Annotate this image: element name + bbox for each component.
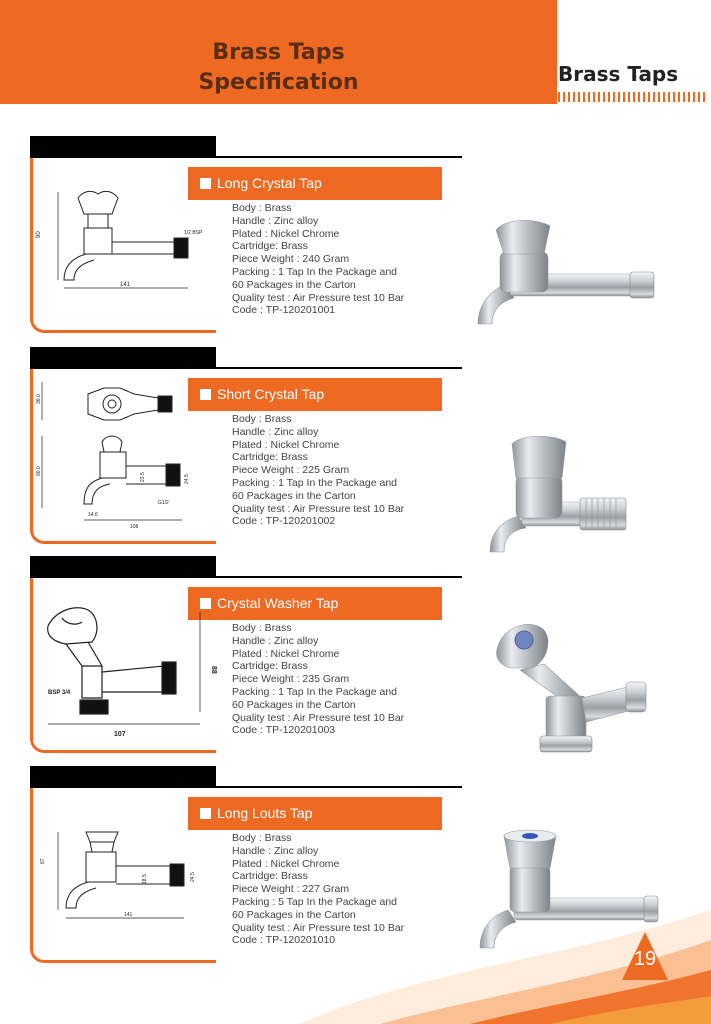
spec-item: Piece Weight : 225 Gram bbox=[232, 464, 350, 477]
spec-item: Plated : Nickel Chrome bbox=[232, 227, 340, 240]
spec-item: Code : TP-120201002 bbox=[232, 515, 336, 528]
brand-label: Brass Taps bbox=[558, 62, 679, 86]
spec-item: 60 Packages in the Carton bbox=[232, 489, 356, 502]
product-title: Crystal Washer Tap bbox=[188, 587, 442, 620]
spec-item: Body : Brass bbox=[232, 832, 292, 844]
product-photo-crystal-washer-tap bbox=[492, 618, 652, 760]
spec-item: Cartridge: Brass bbox=[232, 240, 308, 253]
section-rule bbox=[216, 576, 462, 578]
spec-item: Piece Weight : 235 Gram bbox=[232, 673, 350, 686]
page-number: 19 bbox=[633, 948, 657, 970]
spec-item: Handle : Zinc alloy bbox=[232, 214, 319, 227]
spec-item: 60 Packages in the Carton bbox=[232, 908, 356, 921]
spec-item: 60 Packages in the Carton bbox=[232, 698, 356, 711]
section-rule bbox=[216, 156, 462, 158]
dim-d2: 24.5 bbox=[184, 474, 190, 484]
spec-item: Quality test : Air Pressure test 10 Bar bbox=[232, 502, 405, 515]
spec-item: Quality test : Air Pressure test 10 Bar bbox=[232, 291, 405, 304]
spec-item: Code : TP-120201001 bbox=[232, 304, 336, 317]
technical-drawing-short-crystal-tap bbox=[34, 380, 194, 532]
spec-item: Plated : Nickel Chrome bbox=[232, 857, 340, 870]
dim-length: 107 bbox=[114, 731, 126, 738]
spec-item: Packing : 5 Tap In the Package and bbox=[232, 895, 398, 908]
spec-item: Plated : Nickel Chrome bbox=[232, 438, 340, 451]
dim-length: 141 bbox=[124, 912, 133, 918]
section-tab bbox=[30, 556, 216, 578]
spec-item: Cartridge: Brass bbox=[232, 660, 308, 673]
dim-length: 141 bbox=[120, 282, 131, 288]
page-title-line2: Specification bbox=[198, 70, 359, 95]
spec-item: Body : Brass bbox=[232, 622, 292, 634]
dim-height: 88 bbox=[210, 666, 217, 674]
spec-item: Quality test : Air Pressure test 10 Bar bbox=[232, 711, 405, 724]
spec-item: Packing : 1 Tap In the Package and bbox=[232, 685, 398, 698]
dim-thread: 1/2 BSP bbox=[184, 230, 203, 236]
dim-height: 90.0 bbox=[36, 466, 42, 476]
section-tab bbox=[30, 347, 216, 369]
spec-item: Packing : 1 Tap In the Package and bbox=[232, 476, 398, 489]
spec-item: Packing : 1 Tap In the Package and bbox=[232, 265, 398, 278]
product-photo-short-crystal-tap bbox=[484, 430, 634, 556]
dim-top: 36.0 bbox=[36, 394, 42, 404]
dim-height: 87 bbox=[40, 858, 46, 864]
spec-list bbox=[232, 202, 404, 317]
section-tab bbox=[30, 136, 216, 158]
spec-item: Cartridge: Brass bbox=[232, 870, 308, 883]
section-tab bbox=[30, 766, 216, 788]
dim-short: 14.6 bbox=[88, 512, 98, 518]
product-photo-long-crystal-tap bbox=[470, 212, 660, 328]
page-title-line1: Brass Taps bbox=[212, 40, 345, 65]
product-title: Long Crystal Tap bbox=[188, 167, 442, 200]
dim-length: 108 bbox=[130, 524, 139, 530]
spec-item: 60 Packages in the Carton bbox=[232, 278, 356, 291]
spec-item: Handle : Zinc alloy bbox=[232, 844, 319, 857]
section-rule bbox=[216, 786, 462, 788]
spec-item: Code : TP-120201010 bbox=[232, 934, 336, 947]
technical-drawing-crystal-washer-tap bbox=[36, 600, 216, 742]
spec-item: Piece Weight : 227 Gram bbox=[232, 883, 350, 896]
dim-d1: 23.5 bbox=[140, 472, 146, 482]
spec-item: Piece Weight : 240 Gram bbox=[232, 253, 350, 266]
technical-drawing-long-louts-tap bbox=[34, 820, 214, 930]
bullet-square-icon bbox=[200, 808, 211, 819]
dim-d1: 18.5 bbox=[142, 874, 148, 884]
technical-drawing-long-crystal-tap bbox=[34, 180, 214, 296]
bullet-square-icon bbox=[200, 389, 211, 400]
dim-d2: 24.5 bbox=[190, 872, 196, 882]
spec-list bbox=[232, 413, 404, 528]
spec-item: Quality test : Air Pressure test 10 Bar bbox=[232, 921, 405, 934]
spec-item: Cartridge: Brass bbox=[232, 451, 308, 464]
spec-item: Body : Brass bbox=[232, 202, 292, 214]
dim-thread: G1/2 bbox=[158, 500, 169, 506]
spec-item: Handle : Zinc alloy bbox=[232, 634, 319, 647]
section-rule bbox=[216, 367, 462, 369]
spec-item: Code : TP-120201003 bbox=[232, 724, 336, 737]
spec-list bbox=[232, 622, 404, 737]
dim-height: 90 bbox=[36, 231, 42, 238]
spec-item: Body : Brass bbox=[232, 413, 292, 425]
product-title: Long Louts Tap bbox=[188, 797, 442, 830]
spec-item: Handle : Zinc alloy bbox=[232, 425, 319, 438]
spec-item: Plated : Nickel Chrome bbox=[232, 647, 340, 660]
product-title: Short Crystal Tap bbox=[188, 378, 442, 411]
brand-stripes bbox=[558, 92, 706, 102]
dim-thread: BSP 3/4 bbox=[48, 690, 71, 696]
page-title bbox=[0, 38, 557, 98]
